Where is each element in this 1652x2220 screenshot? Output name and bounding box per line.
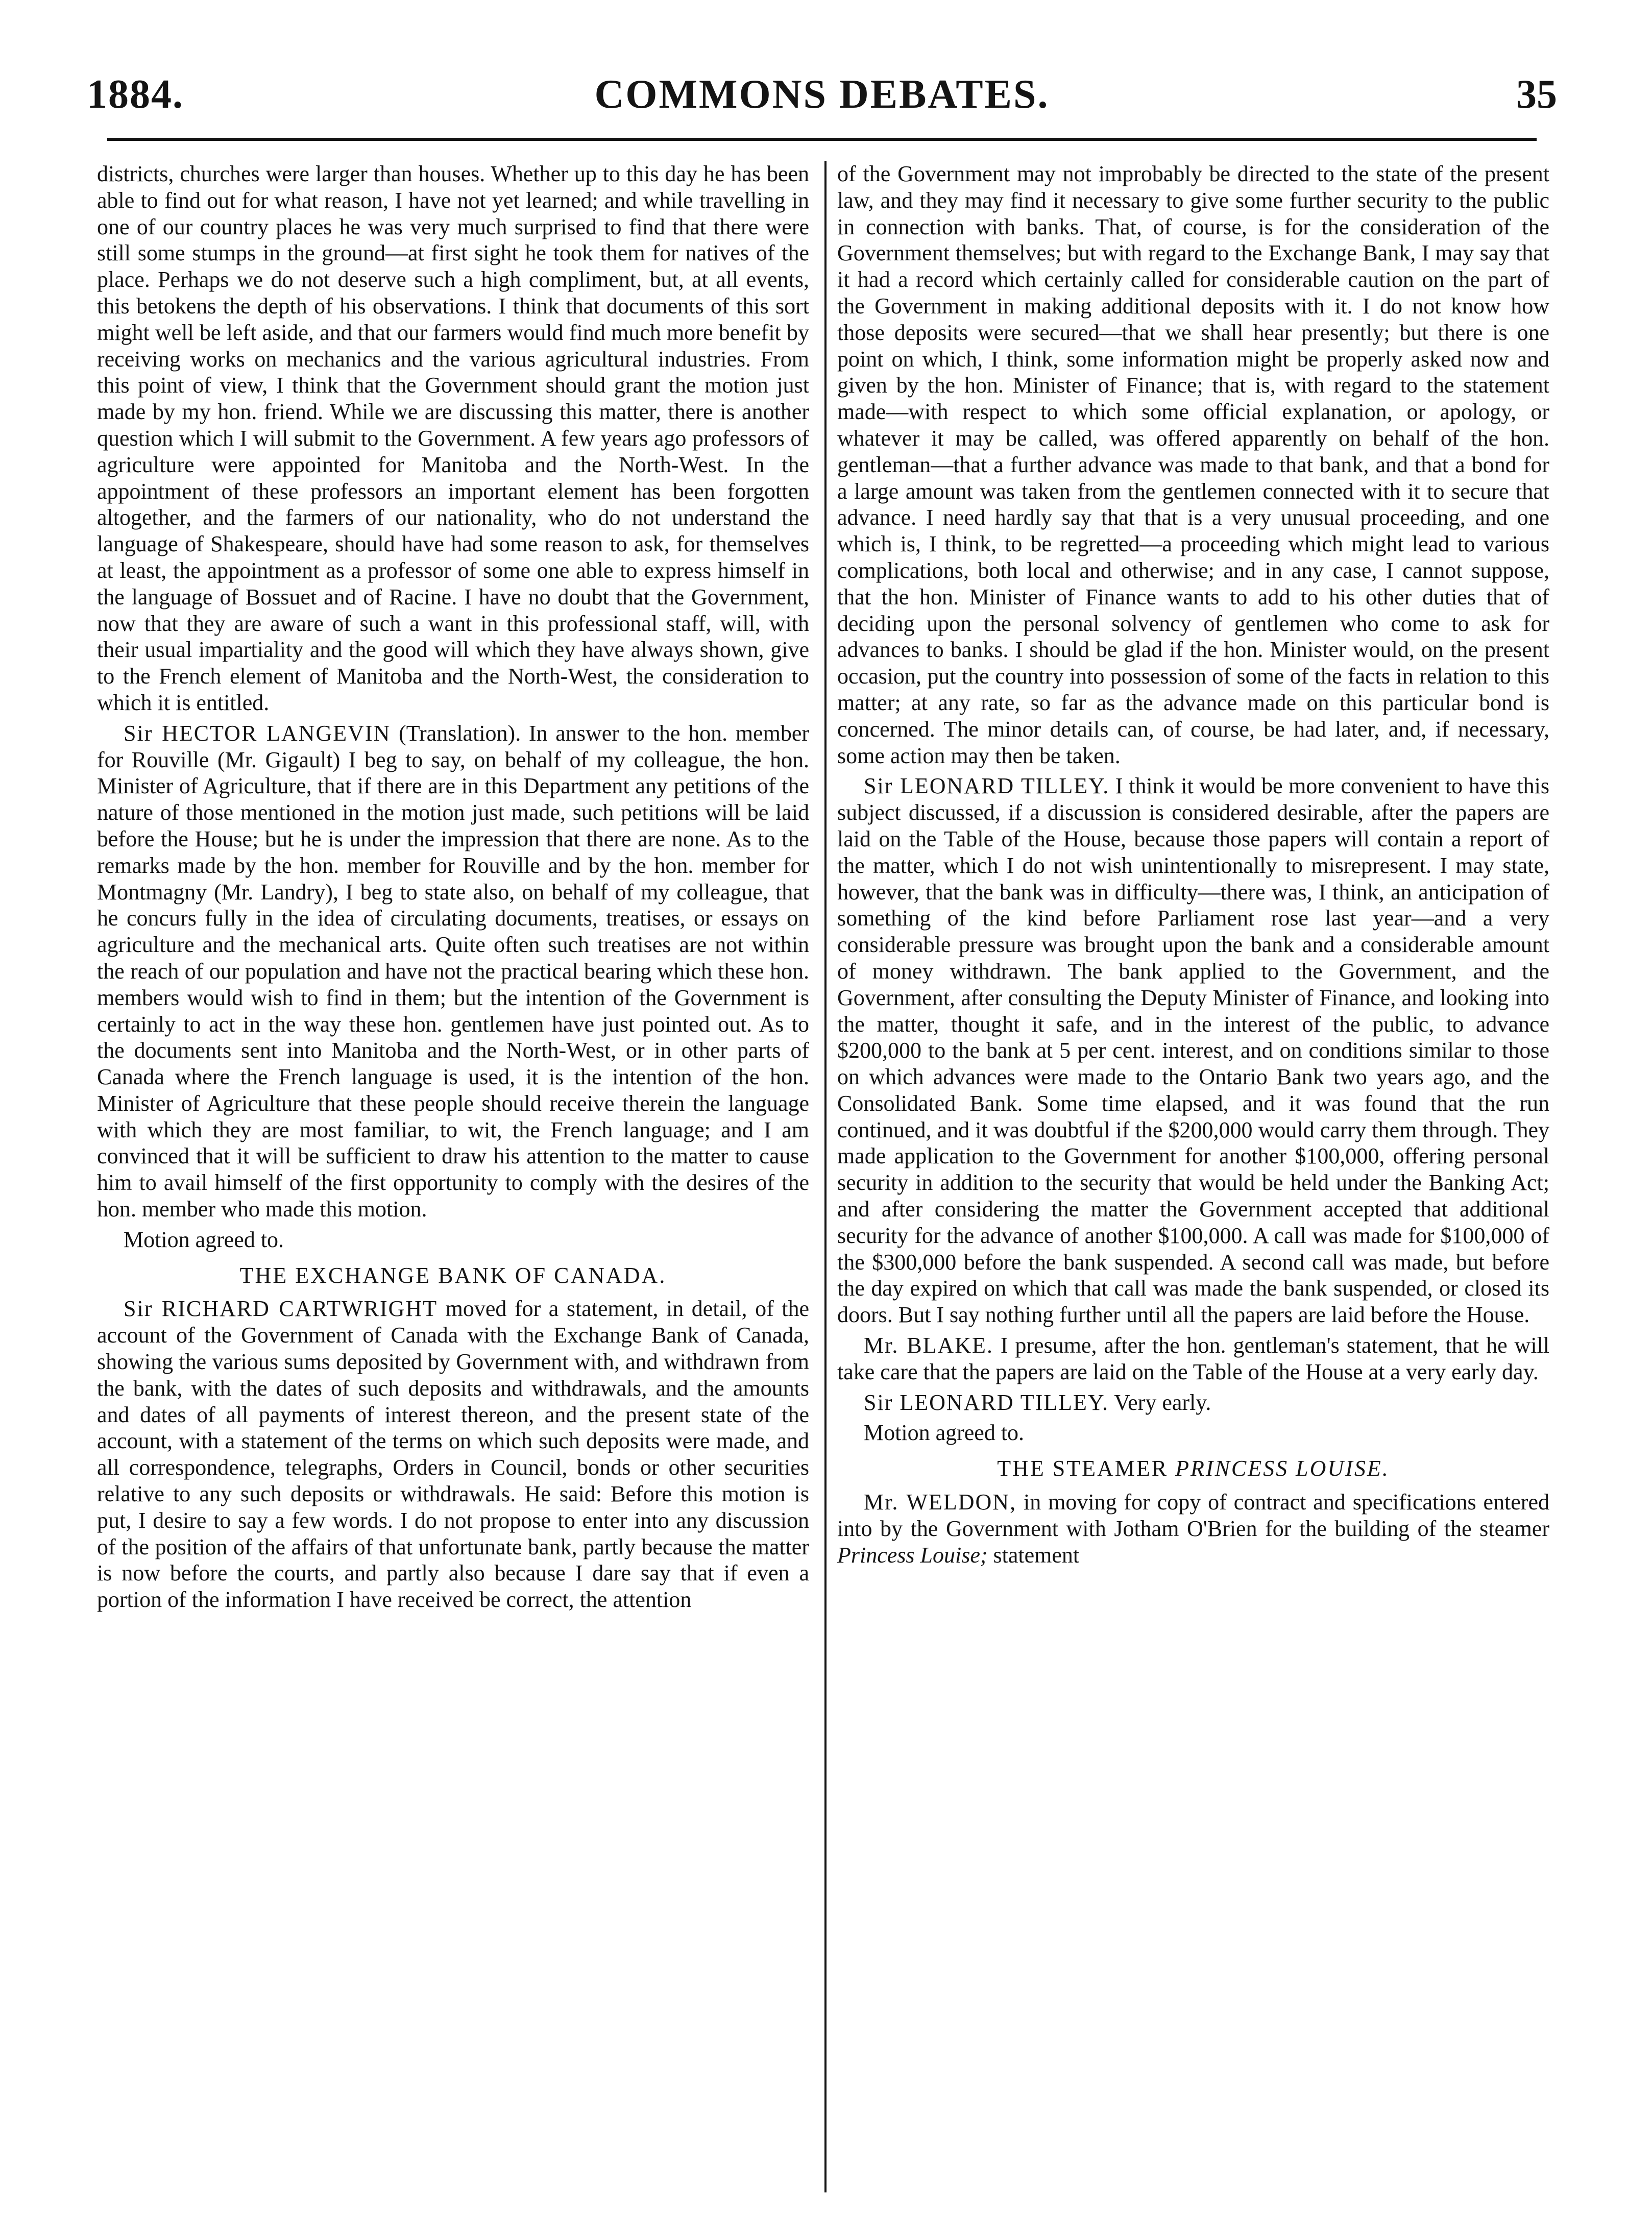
speech-paragraph	[837, 773, 1549, 1328]
section-heading: THE EXCHANGE BANK OF CANADA.	[239, 1262, 667, 1288]
header-rule	[107, 138, 1537, 141]
speaker-name: Mr. BLAKE.	[864, 1333, 993, 1358]
section-heading	[837, 1455, 1549, 1482]
speaker-name: Sir LEONARD TILLEY.	[864, 773, 1110, 799]
speech-paragraph	[97, 1296, 809, 1613]
speech-paragraph	[837, 1489, 1549, 1568]
speech-paragraph	[97, 720, 809, 1223]
year: 1884.	[87, 72, 184, 117]
paragraph: districts, churches were larger than houses. Whether up to this day he has been able to find out for what reason, I have not yet learned; and while travelling in one of our country places he was very much surprised to find that there were still some stumps in the ground—at first sight he took them for natives of the place. Perhaps we do not deserve such a high compliment, but, at all events, this betokens the depth of his observations. I think that documents of this sort might well be left aside, and that our farmers would find much more benefit by receiving works on mechanics and the various agricultural industries. From this point of view, I think that the Government should grant the motion just made by my hon. friend. While we are discussing this matter, there is another question which I will submit to the Government. A few years ago professors of agriculture were appointed for Manitoba and the North-West. In the appointment of these professors an important element has been forgotten altogether, and the farmers of our nationality, who do not understand the language of Shakespeare, should have had some reason to ask, for themselves at least, the appointment as a professor of some one able to express himself in the language of Bossuet and of Racine. I have no doubt that the Government, now that they are aware of such a want in this professional staff, will, with their usual impartiality and the good will which they have always shown, give to the French element of Manitoba and the North-West, the consideration to which it is entitled.	[97, 161, 809, 715]
page-number: 35	[1516, 72, 1557, 117]
heading-text: THE STEAMER	[997, 1456, 1176, 1481]
speech-text: in moving for copy of contract and specifications entered into by the Government with Jotham O'Brien for the building of the steamer	[837, 1490, 1549, 1541]
speaker-name: Mr. WELDON,	[864, 1490, 1017, 1515]
speech-text: I think it would be more convenient to have this subject discussed, if a discussion is considered desirable, after the papers are laid on the Table of the House, because those papers will contain a report of the matter, which I do not wish unintentionally to misrepresent. I may state, however, that the bank was in difficulty—there was, I think, an anticipation of something of the kind before Parliament rose last year—and a very considerable pressure was brought upon the bank and a considerable amount of money withdrawn. The bank applied to the Government, and the Government, after consulting the Deputy Minister of Finance, and looking into the matter, thought it safe, and in the interest of the public, to advance $200,000 to the bank at 5 per cent. interest, and on conditions similar to those on which advances were made to the Ontario Bank two years ago, and the Consolidated Bank. Some time elapsed, and it was found that the run continued, and it was doubtful if the $200,000 would carry them through. They made application to the Government for another $100,000, offering personal security in addition to the security that would be held under the Banking Act; and after considering the matter the Government accepted that additional security for the advance of another $100,000. A call was made for $100,000 of the $300,000 before the bank suspended. A second call was made, but before the day expired on which that call was made the bank suspended, or closed its doors. But I say nothing further until all the papers are laid before the House.	[837, 773, 1549, 1328]
speech-text: statement	[987, 1542, 1080, 1568]
speaker-name: Sir LEONARD TILLEY.	[864, 1389, 1109, 1415]
left-column	[97, 161, 809, 1617]
page-header	[87, 71, 1557, 133]
vessel-name: Princess Louise;	[837, 1542, 988, 1568]
speech-text: Very early.	[1109, 1389, 1211, 1415]
motion-result: Motion agreed to.	[864, 1420, 1025, 1446]
speech-text: I presume, after the hon. gentleman's statement, that he will take care that the papers are laid on the Table of the House at a very early day.	[837, 1333, 1550, 1384]
vessel-name: PRINCESS LOUISE.	[1175, 1456, 1390, 1481]
paragraph: of the Government may not improbably be directed to the state of the present law, and they may find it necessary to give some further security to the public in connection with banks. That, of course, is for the consideration of the Government themselves; but with regard to the Exchange Bank, I may say that it had a record which certainly called for considerable caution on the part of the Government in making additional deposits with it. I do not know how those deposits were secured—that we shall hear presently; but there is one point on which, I think, some information might be properly asked now and given by the hon. Minister of Finance; that is, with regard to the statement made—with respect to which some official explanation, or apology, or whatever it may be called, was offered apparently on behalf of the hon. gentleman—that a further advance was made to that bank, and that a bond for a large amount was taken from the gentlemen connected with it to secure that advance. I need hardly say that that is a very unusual proceeding, and one which is, I think, to be regretted—a proceeding which might lead to various complications, both local and otherwise; and in any case, I cannot suppose, that the hon. Minister of Finance wants to add to his other duties that of deciding upon the personal solvency of gentlemen who come to ask for advances to banks. I should be glad if the hon. Minister would, on the present occasion, put the country into possession of some of the facts in relation to this matter; at any rate, so far as the advance made on this particular bond is concerned. The minor details can, of course, be had later, and, if necessary, some action may then be taken.	[837, 161, 1549, 768]
speaker-name: Sir RICHARD CARTWRIGHT	[124, 1296, 438, 1322]
speech-text: (Translation). In answer to the hon. member for Rouville (Mr. Gigault) I beg to say, on behalf of my colleague, the hon. Minister of Agriculture, that if there are in this Department any petitions of the nature of those mentioned in the motion just made, such petitions will be laid before the House; but he is under the impression that there are none. As to the remarks made by the hon. member for Rouville and by the hon. member for Montmagny (Mr. Landry), I beg to state also, on behalf of my colleague, that he concurs fully in the idea of circulating documents, treatises, or essays on agriculture and the mechanical arts. Quite often such treatises are not within the reach of our population and have not the practical bearing which these hon. members would wish to find in them; but the intention of the Government is certainly to act in the way these hon. gentlemen have just pointed out. As to the documents sent into Manitoba and the North-West, or in other parts of Canada where the French language is used, it is the intention of the hon. Minister of Agriculture that these people should receive therein the language with which they are most familiar, to wit, the French language; and I am convinced that it will be sufficient to draw his attention to the matter to cause him to avail himself of the first opportunity to comply with the desires of the hon. member who made this motion.	[97, 720, 809, 1222]
right-column	[837, 161, 1549, 1572]
motion-result: Motion agreed to.	[124, 1227, 284, 1252]
speech-text: moved for a statement, in detail, of the account of the Government of Canada with the Exchange Bank of Canada, showing the various sums deposited by Government with, and withdrawn from the bank, with the dates of such deposits and withdrawals, and the amounts and dates of all payments of interest thereon, and the present state of the account, with a statement of the terms on which such deposits were made, and all correspondence, telegraphs, Orders in Council, bonds or other securities relative to any such deposits or withdrawals. He said: Before this motion is put, I desire to say a few words. I do not propose to enter into any discussion of the position of the affairs of that unfortunate bank, partly because the matter is now before the courts, and partly also because I dare say that if even a portion of the information I have received be correct, the attention	[97, 1296, 810, 1613]
speaker-name: Sir HECTOR LANGEVIN	[124, 720, 391, 746]
journal-title: COMMONS DEBATES.	[594, 72, 1050, 117]
speech-paragraph	[837, 1332, 1549, 1385]
column-divider	[824, 161, 827, 2192]
speech-paragraph	[837, 1389, 1549, 1416]
